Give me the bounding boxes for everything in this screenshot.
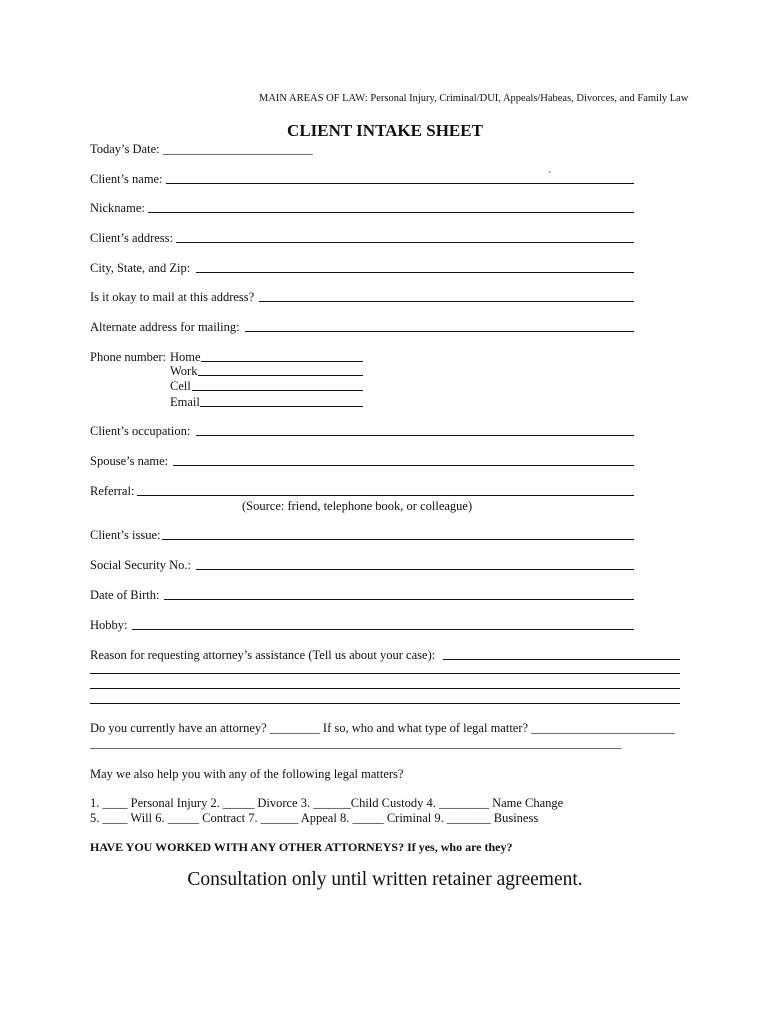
reason-line-3[interactable] <box>90 688 680 689</box>
dob-label: Date of Birth: <box>90 588 160 602</box>
legal-matters-row-1[interactable]: 1. ____ Personal Injury 2. _____ Divorce 3. ______Child Custody 4. ________ Name Change <box>90 796 564 810</box>
form-title: CLIENT INTAKE SHEET <box>287 121 483 140</box>
current-attorney-question[interactable]: Do you currently have an attorney? ________ If so, who and what type of legal matter? _______________________ <box>90 721 675 735</box>
reason-line-4[interactable] <box>90 703 680 704</box>
reason-line-2[interactable] <box>90 673 680 674</box>
ssn-label: Social Security No.: <box>90 558 192 572</box>
phone-home-line[interactable] <box>201 361 363 362</box>
ssn-line[interactable] <box>196 569 634 570</box>
reason-label: Reason for requesting attorney’s assistance (Tell us about your case): <box>90 648 436 662</box>
current-attorney-answer-line[interactable]: _____________________________________________________________________________________ <box>90 736 622 750</box>
todays-date-field[interactable]: Today’s Date: ________________________ <box>90 142 313 156</box>
referral-label: Referral: <box>90 484 135 498</box>
clients-address-label: Client’s address: <box>90 231 173 245</box>
alternate-address-line[interactable] <box>245 331 634 332</box>
occupation-label: Client’s occupation: <box>90 424 191 438</box>
clients-issue-label: Client’s issue: <box>90 528 161 542</box>
clients-address-line[interactable] <box>176 242 634 243</box>
clients-name-line[interactable] <box>166 183 634 184</box>
clients-name-label: Client’s name: <box>90 172 163 186</box>
consultation-note: Consultation only until written retainer agreement. <box>187 869 583 890</box>
mail-ok-label: Is it okay to mail at this address? <box>90 290 255 304</box>
phone-email-line[interactable] <box>200 406 363 407</box>
city-state-zip-label: City, State, and Zip: <box>90 261 191 275</box>
areas-of-law-header: MAIN AREAS OF LAW: Personal Injury, Criminal/DUI, Appeals/Habeas, Divorces, and Family Law <box>259 93 689 104</box>
referral-source-note: (Source: friend, telephone book, or colleague) <box>242 499 473 513</box>
nickname-line[interactable] <box>148 212 634 213</box>
other-attorneys-question: HAVE YOU WORKED WITH ANY OTHER ATTORNEYS? If yes, who are they? <box>90 840 513 854</box>
hobby-line[interactable] <box>132 629 634 630</box>
spouse-name-label: Spouse’s name: <box>90 454 169 468</box>
city-state-zip-line[interactable] <box>196 272 634 273</box>
stray-tick-mark: ` <box>548 170 552 182</box>
occupation-line[interactable] <box>196 435 634 436</box>
phone-cell-label: Cell <box>170 379 191 393</box>
help-question: May we also help you with any of the following legal matters? <box>90 767 404 781</box>
clients-issue-line[interactable] <box>162 539 634 540</box>
phone-work-line[interactable] <box>198 375 363 376</box>
phone-number-label: Phone number: <box>90 350 167 364</box>
spouse-name-line[interactable] <box>173 465 634 466</box>
phone-email-label: Email <box>170 395 200 409</box>
referral-line[interactable] <box>137 495 634 496</box>
mail-ok-line[interactable] <box>259 301 634 302</box>
hobby-label: Hobby: <box>90 618 128 632</box>
nickname-label: Nickname: <box>90 201 145 215</box>
reason-line-1[interactable] <box>443 659 680 660</box>
phone-home-label: Home <box>170 350 201 364</box>
phone-work-label: Work <box>170 364 198 378</box>
legal-matters-row-2[interactable]: 5. ____ Will 6. _____ Contract 7. ______ Appeal 8. _____ Criminal 9. _______ Business <box>90 811 539 825</box>
dob-line[interactable] <box>164 599 634 600</box>
alternate-address-label: Alternate address for mailing: <box>90 320 240 334</box>
phone-cell-line[interactable] <box>192 390 363 391</box>
